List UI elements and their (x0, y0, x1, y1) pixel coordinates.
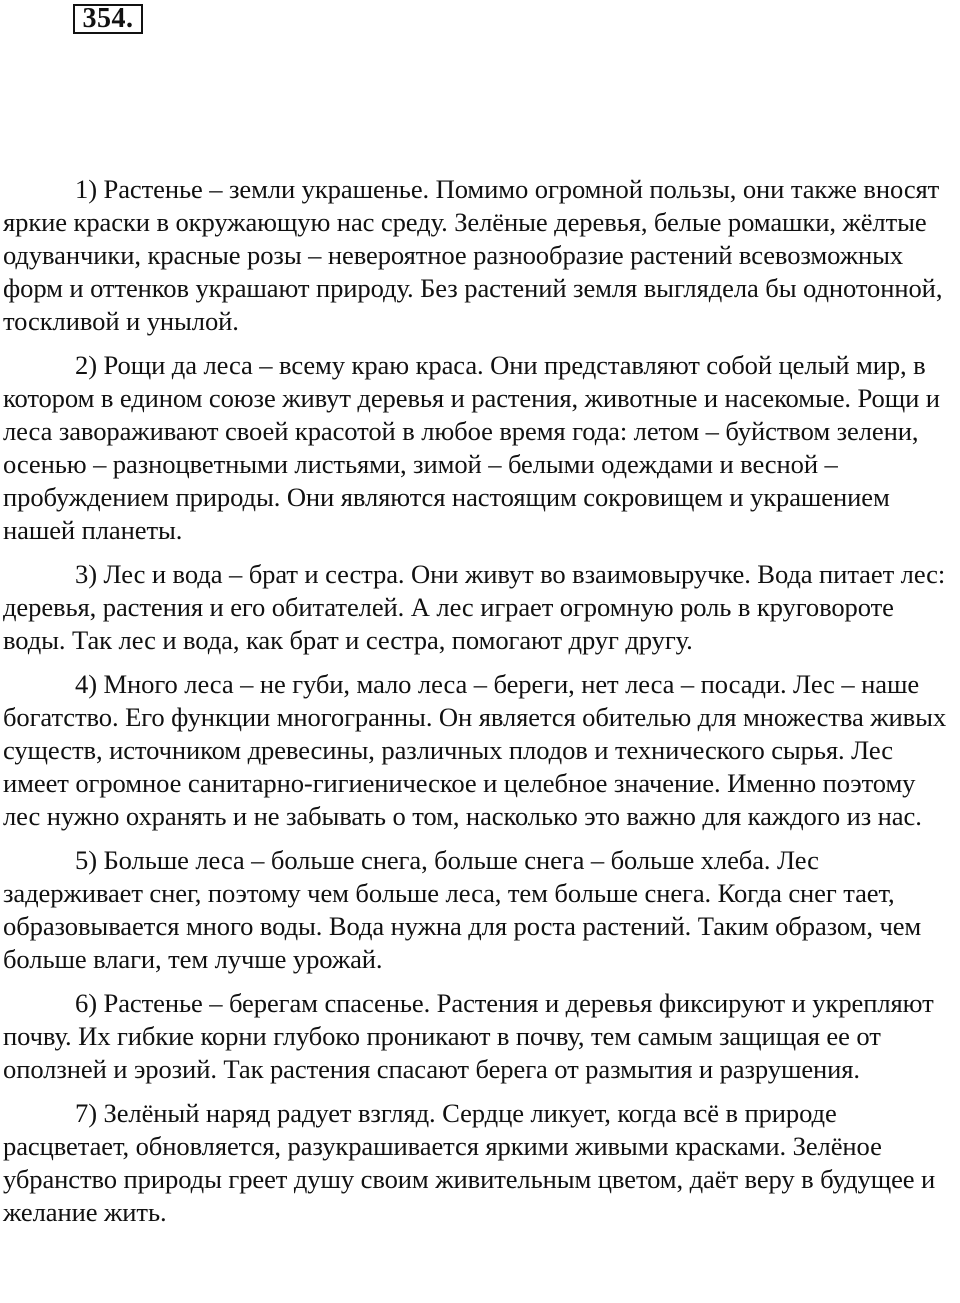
paragraph-5: 5) Больше леса – больше снега, больше снега – больше хлеба. Лес задерживает снег, поэтому чем больше леса, тем больше снега. Когда снег тает, образовывается много воды. Вода нужна для роста растений. Таким образом, чем больше влаги, тем лучше урожай. (3, 845, 922, 974)
exercise-number-box: 354. (73, 4, 143, 34)
paragraph-1: 1) Растенье – земли украшенье. Помимо огромной пользы, они также вносят яркие краски в окружающую нас среду. Зелёные деревья, белые ромашки, жёлтые одуванчики, красные розы – невероятное разнообразие растений всевозможных форм и оттенков украшают природу. Без растений земля выглядела бы однотонной, тоскливой и унылой. (3, 174, 943, 336)
paragraph-4: 4) Много леса – не губи, мало леса – береги, нет леса – посади. Лес – наше богатство. Его функции многогранны. Он является обителью для множества живых существ, источником древесины, различных плодов и технического сырья. Лес имеет огромное санитарно-гигиеническое и целебное значение. Именно поэтому лес нужно охранять и не забывать о том, насколько это важно для каждого из нас. (3, 669, 947, 831)
paragraph-7: 7) Зелёный наряд радует взгляд. Сердце ликует, когда всё в природе расцветает, обновляется, разукрашивается яркими живыми красками. Зелёное убранство природы греет душу своим живительным цветом, даёт веру в будущее и желание жить. (3, 1098, 936, 1227)
paragraph-6: 6) Растенье – берегам спасенье. Растения и деревья фиксируют и укрепляют почву. Их гибкие корни глубоко проникают в почву, тем самым защищая ее от оползней и эрозий. Так растения спасают берега от размытия и разрушения. (3, 988, 934, 1084)
paragraph-3: 3) Лес и вода – брат и сестра. Они живут во взаимовыручке. Вода питает лес: деревья, растения и его обитателей. А лес играет огромную роль в круговороте воды. Так лес и вода, как брат и сестра, помогают друг другу. (3, 559, 946, 655)
exercise-text (3, 173, 959, 1240)
paragraph-2: 2) Рощи да леса – всему краю краса. Они представляют собой целый мир, в котором в едином союзе живут деревья и растения, животные и насекомые. Рощи и леса завораживают своей красотой в любое время года: летом – буйством зелени, осенью – разноцветными листьями, зимой – белыми одеждами и весной – пробуждением природы. Они являются настоящим сокровищем и украшением нашей планеты. (3, 350, 940, 545)
